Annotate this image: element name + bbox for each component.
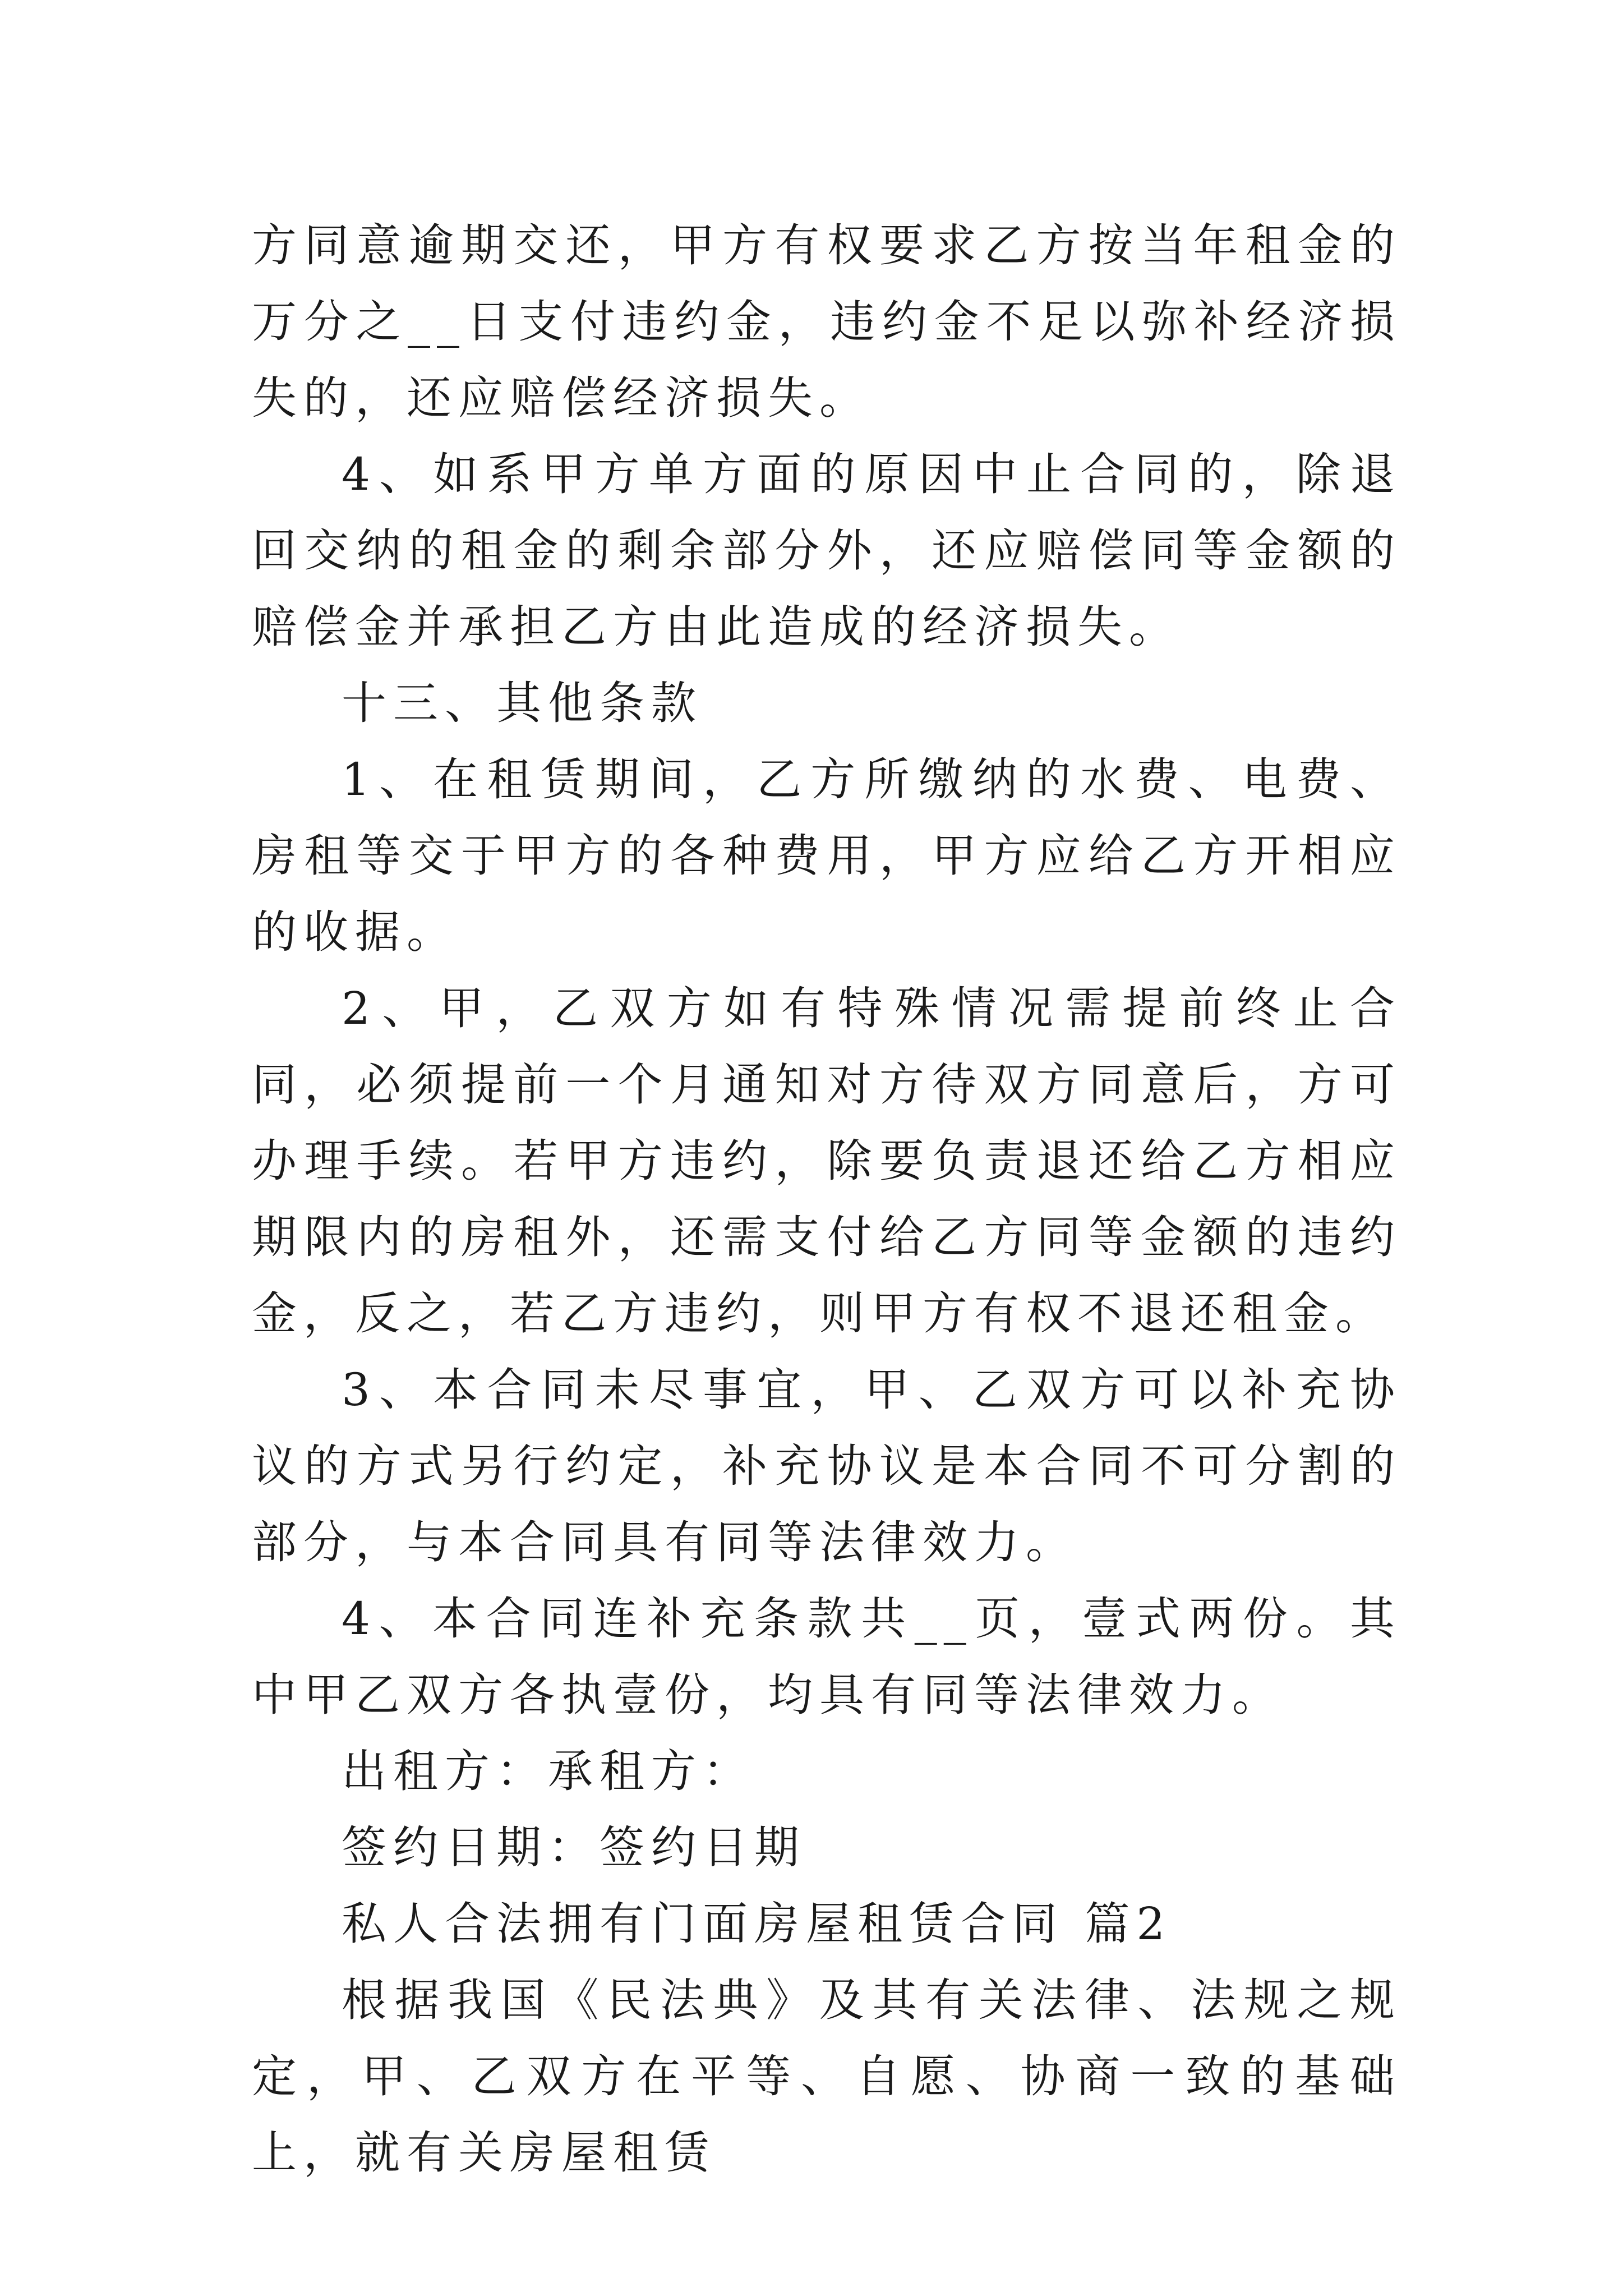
contract-title-part-2: 私人合法拥有门面房屋租赁合同 篇2 bbox=[342, 1898, 1172, 1950]
paragraph-clause-continuation: 方同意逾期交还，甲方有权要求乙方按当年租金的万分之__日支付违约金，违约金不足以弥补经济损失的，还应赔偿经济损失。 bbox=[252, 219, 1401, 424]
signature-date-line: 签约日期：签约日期 bbox=[342, 1821, 806, 1874]
paragraph-clause-4-copies: 4、本合同连补充条款共__页，壹式两份。其中甲乙双方各执壹份，均具有同等法律效力。 bbox=[252, 1593, 1401, 1721]
document-body bbox=[252, 208, 1401, 2191]
paragraph-clause-4-landlord-termination: 4、如系甲方单方面的原因中止合同的，除退回交纳的租金的剩余部分外，还应赔偿同等金额的赔偿金并承担乙方由此造成的经济损失。 bbox=[252, 448, 1401, 653]
section-heading-other-terms: 十三、其他条款 bbox=[342, 677, 703, 729]
paragraph-clause-2-early-termination: 2、甲，乙双方如有特殊情况需提前终止合同，必须提前一个月通知对方待双方同意后，方可办理手续。若甲方违约，除要负责退还给乙方相应期限内的房租外，还需支付给乙方同等金额的违约金，反之，若乙方违约，则甲方有权不退还租金。 bbox=[252, 982, 1401, 1340]
signature-parties-line: 出租方：承租方： bbox=[342, 1745, 754, 1797]
paragraph-clause-1-fees: 1、在租赁期间，乙方所缴纳的水费、电费、房租等交于甲方的各种费用，甲方应给乙方开相应的收据。 bbox=[252, 753, 1401, 958]
paragraph-contract-2-intro: 根据我国《民法典》及其有关法律、法规之规定，甲、乙双方在平等、自愿、协商一致的基础上，就有关房屋租赁 bbox=[252, 1974, 1401, 2179]
paragraph-clause-3-supplement: 3、本合同未尽事宜，甲、乙双方可以补充协议的方式另行约定，补充协议是本合同不可分割的部分，与本合同具有同等法律效力。 bbox=[252, 1364, 1401, 1568]
